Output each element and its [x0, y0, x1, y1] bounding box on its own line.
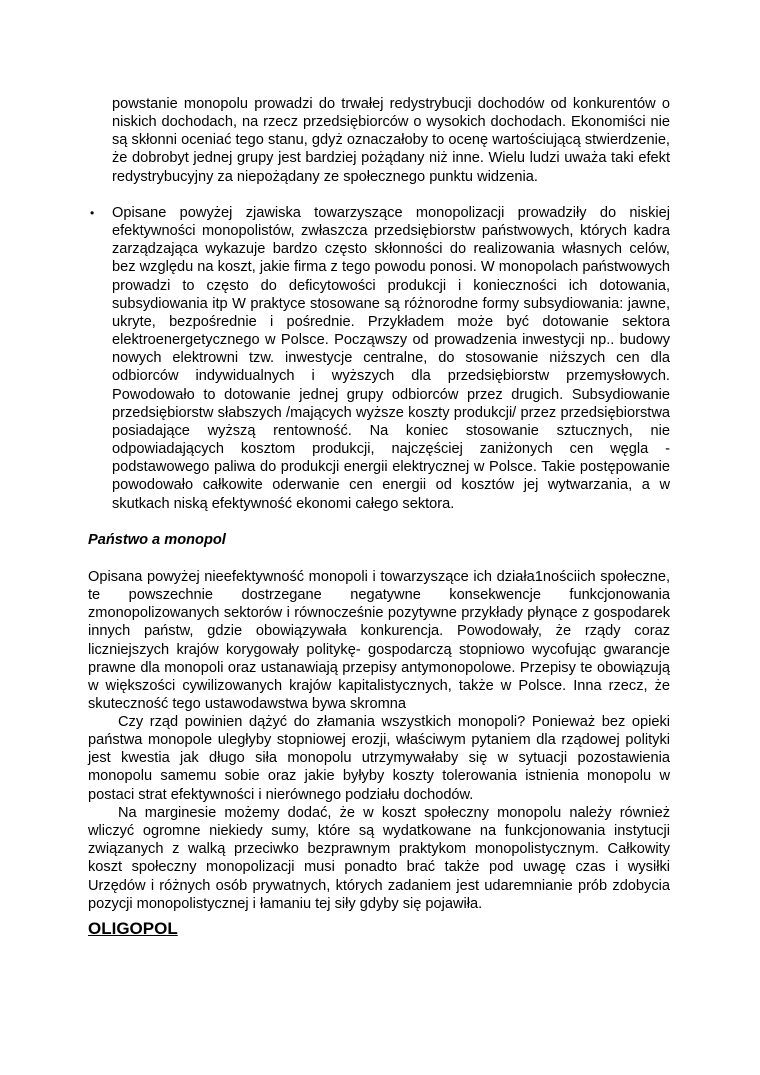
bullet-list: [90, 204, 670, 513]
bullet-item: [90, 204, 670, 513]
continuation-paragraph: powstanie monopolu prowadzi do trwałej redystrybucji dochodów od konkurentów o niskich dochodach, na rzecz przedsiębiorców o wysokich dochodach. Ekonomiści nie są skłonni oceniać tego stanu, gdyż oznaczałoby to ocenę wartościującą stwierdzenie, że dobrobyt jednej grupy jest bardziej pożądany niż inne. Wielu ludzi uważa taki efekt redystrybucyjny za niepożądany ze społecznego punktu widzenia.: [112, 96, 670, 185]
bullet-item-text: Opisane powyżej zjawiska towarzyszące monopolizacji prowadziły do niskiej efektywności monopolistów, zwłaszcza przedsiębiorstw państwowych, których kadra zarządzająca wykazuje bardzo często skłonności do realizowania własnych celów, bez względu na koszt, jakie firma z tego powodu ponosi. W monopolach państwowych prowadzi to często do deficytowości produkcji i konieczności ich dotowania, subsydiowania itp W praktyce stosowane są różnorodne formy subsydiowania: jawne, ukryte, bezpośrednie i pośrednie. Przykładem może być dotowanie sektora elektroenergetycznego w Polsce. Począwszy od prowadzenia inwestycji np.. budowy nowych elektrowni tzw. inwestycje centralne, do stosowanie niższych cen dla odbiorców indywidualnych i wyższych dla przedsiębiorstw przemysłowych. Powodowało to dotowanie jednej grupy odbiorców przez drugich. Subsydiowanie przedsiębiorstw słabszych /mających wyższe koszty produkcji/ przez przedsiębiorstwa posiadające wyższą rentowność. Na koniec stosowanie sztucznych, nie odpowiadających kosztom produkcji, najczęściej zaniżonych cen węgla - podstawowego paliwa do produkcji energii elektrycznej w Polsce. Takie postępowanie powodowało całkowite oderwanie cen energii od kosztów jej wytwarzania, a w skutkach niską efektywność ekonomi całego sektora.: [112, 205, 670, 512]
bullet-icon: •: [90, 206, 95, 220]
paragraph: Opisana powyżej nieefektywność monopoli i towarzyszące ich działa1nościich społeczne, te powszechnie dostrzegane negatywne konsekwencje funkcjonowania zmonopolizowanych sektorów i równocześnie pozytywne przykłady płynące z gospodarek innych państw, gdzie obowiązywała konkurencja. Powodowały, że rządy coraz liczniejszych krajów korygowały politykę- gospodarczą stopniowo wycofując gwarancje prawne dla monopoli oraz ustanawiają przepisy antymonopolowe. Przepisy te obowiązują w większości cywilizowanych krajów kapitalistycznych, także w Polsce. Inna rzecz, że skuteczność tego ustawodawstwa bywa skromna: [88, 569, 670, 713]
paragraph: Czy rząd powinien dążyć do złamania wszystkich monopoli? Ponieważ bez opieki państwa monopole uległyby stopniowej erozji, właściwym pytaniem dla rządowej polityki jest kwestia jak długo siła monopolu utrzymywałaby się w sytuacji pozostawienia monopolu samemu sobie oraz jakie byłyby koszty tolerowania istnienia monopolu w postaci strat efektywności i nierównego podziału dochodów.: [88, 714, 670, 803]
next-section-heading: OLIGOPOL: [88, 919, 178, 938]
section-heading: Państwo a monopol: [88, 532, 226, 548]
paragraph: Na marginesie możemy dodać, że w koszt społeczny monopolu należy również wliczyć ogromne niekiedy sumy, które są wydatkowane na funkcjonowania instytucji związanych z walką przeciwko bezprawnym praktykom monopolistycznym. Całkowity koszt społeczny monopolizacji musi ponadto brać także pod uwagę czas i wysiłki Urzędów i różnych osób prywatnych, których zadaniem jest udaremnianie prób zdobycia pozycji monopolistycznej i łamaniu tej siły gdyby się pojawiła.: [88, 805, 670, 912]
